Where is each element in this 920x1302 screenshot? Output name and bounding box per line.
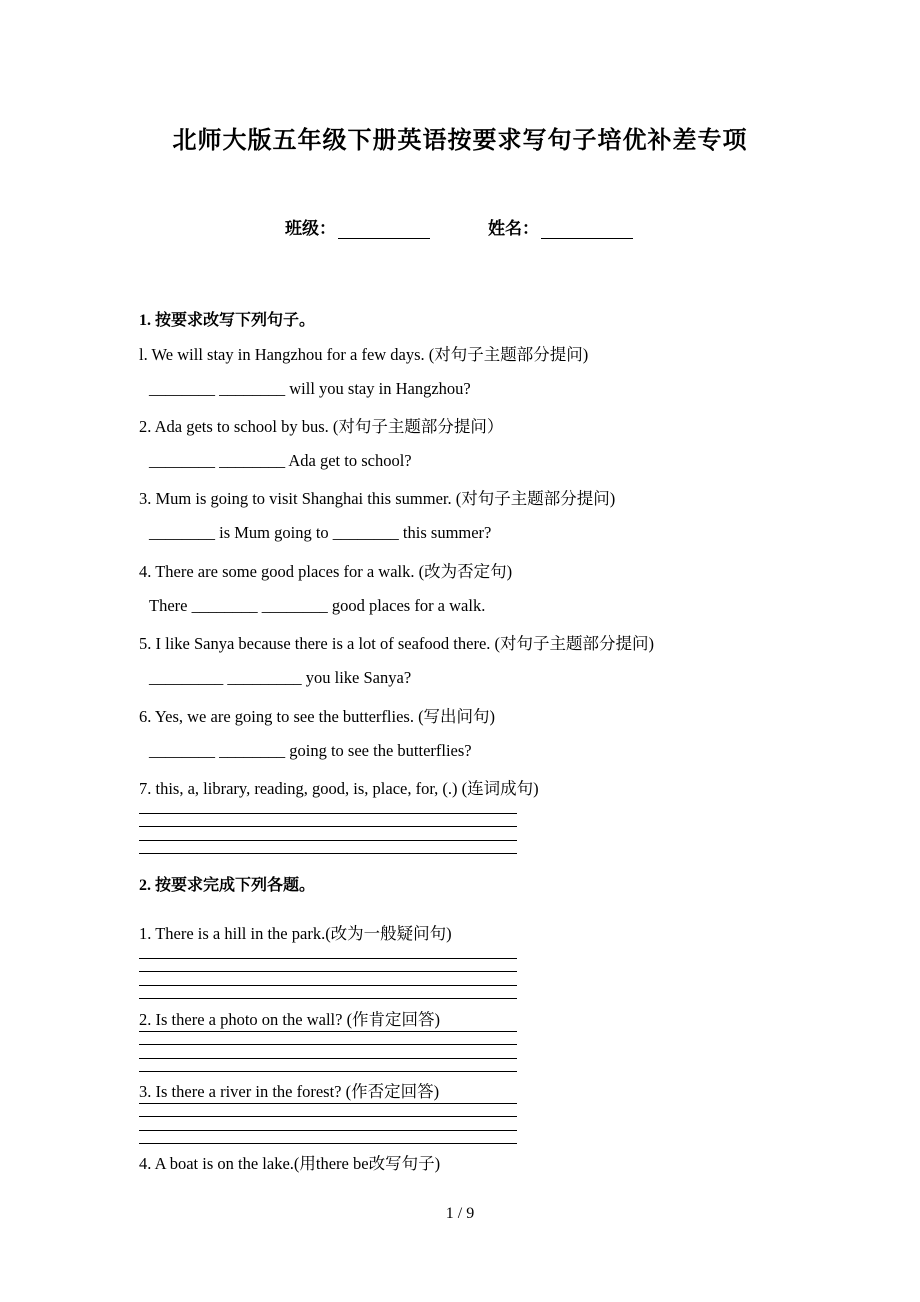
answer-line[interactable] — [139, 998, 517, 999]
name-blank[interactable] — [541, 222, 633, 239]
name-label: 姓名： — [488, 219, 539, 238]
section1-answer-1[interactable]: ________ ________ will you stay in Hangzhou? — [149, 379, 471, 398]
section1-question-7: 7. this, a, library, reading, good, is, place, for, (.) (连词成句) — [139, 779, 539, 798]
answer-line[interactable] — [139, 1031, 517, 1032]
section2-heading: 2. 按要求完成下列各题。 — [139, 877, 316, 894]
answer-line[interactable] — [139, 971, 517, 972]
answer-line[interactable] — [139, 958, 517, 959]
class-field — [285, 214, 430, 239]
section1-question-4: 4. There are some good places for a walk. (改为否定句) — [139, 562, 513, 581]
page-title: 北师大版五年级下册英语按要求写句子培优补差专项 — [172, 128, 748, 154]
section1-answer-5[interactable]: _________ _________ you like Sanya? — [149, 668, 412, 687]
section1-question-1: l. We will stay in Hangzhou for a few days. (对句子主题部分提问) — [139, 345, 589, 364]
class-label: 班级： — [285, 219, 336, 238]
answer-line[interactable] — [139, 985, 517, 986]
answer-line[interactable] — [139, 840, 517, 841]
section2-question-3: 3. Is there a river in the forest? (作否定回答) — [139, 1082, 440, 1101]
section2-question-1: 1. There is a hill in the park.(改为一般疑问句) — [139, 924, 452, 943]
section2-question-2: 2. Is there a photo on the wall? (作肯定回答) — [139, 1010, 441, 1029]
page-number: 1 / 9 — [445, 1205, 475, 1222]
section1-heading: 1. 按要求改写下列句子。 — [139, 312, 316, 329]
answer-line[interactable] — [139, 1116, 517, 1117]
answer-line[interactable] — [139, 826, 517, 827]
class-blank[interactable] — [338, 222, 430, 239]
section1-question-3: 3. Mum is going to visit Shanghai this summer. (对句子主题部分提问) — [139, 489, 616, 508]
section1-question-6: 6. Yes, we are going to see the butterflies. (写出问句) — [139, 707, 496, 726]
section1-answer-3[interactable]: ________ is Mum going to ________ this summer? — [149, 523, 492, 542]
answer-line[interactable] — [139, 1058, 517, 1059]
answer-line[interactable] — [139, 1103, 517, 1104]
name-field — [488, 214, 633, 239]
answer-line[interactable] — [139, 1143, 517, 1144]
answer-line[interactable] — [139, 813, 517, 814]
section1-answer-6[interactable]: ________ ________ going to see the butterflies? — [149, 741, 472, 760]
answer-line[interactable] — [139, 853, 517, 854]
section1-question-5: 5. I like Sanya because there is a lot of seafood there. (对句子主题部分提问) — [139, 634, 655, 653]
section1-question-2: 2. Ada gets to school by bus. (对句子主题部分提问） — [139, 417, 504, 436]
section2-question-4: 4. A boat is on the lake.(用there be改写句子) — [139, 1154, 441, 1173]
answer-line[interactable] — [139, 1130, 517, 1131]
answer-line[interactable] — [139, 1044, 517, 1045]
answer-line[interactable] — [139, 1071, 517, 1072]
section1-answer-2[interactable]: ________ ________ Ada get to school? — [149, 451, 412, 470]
section1-answer-4[interactable]: There ________ ________ good places for a walk. — [149, 596, 486, 615]
